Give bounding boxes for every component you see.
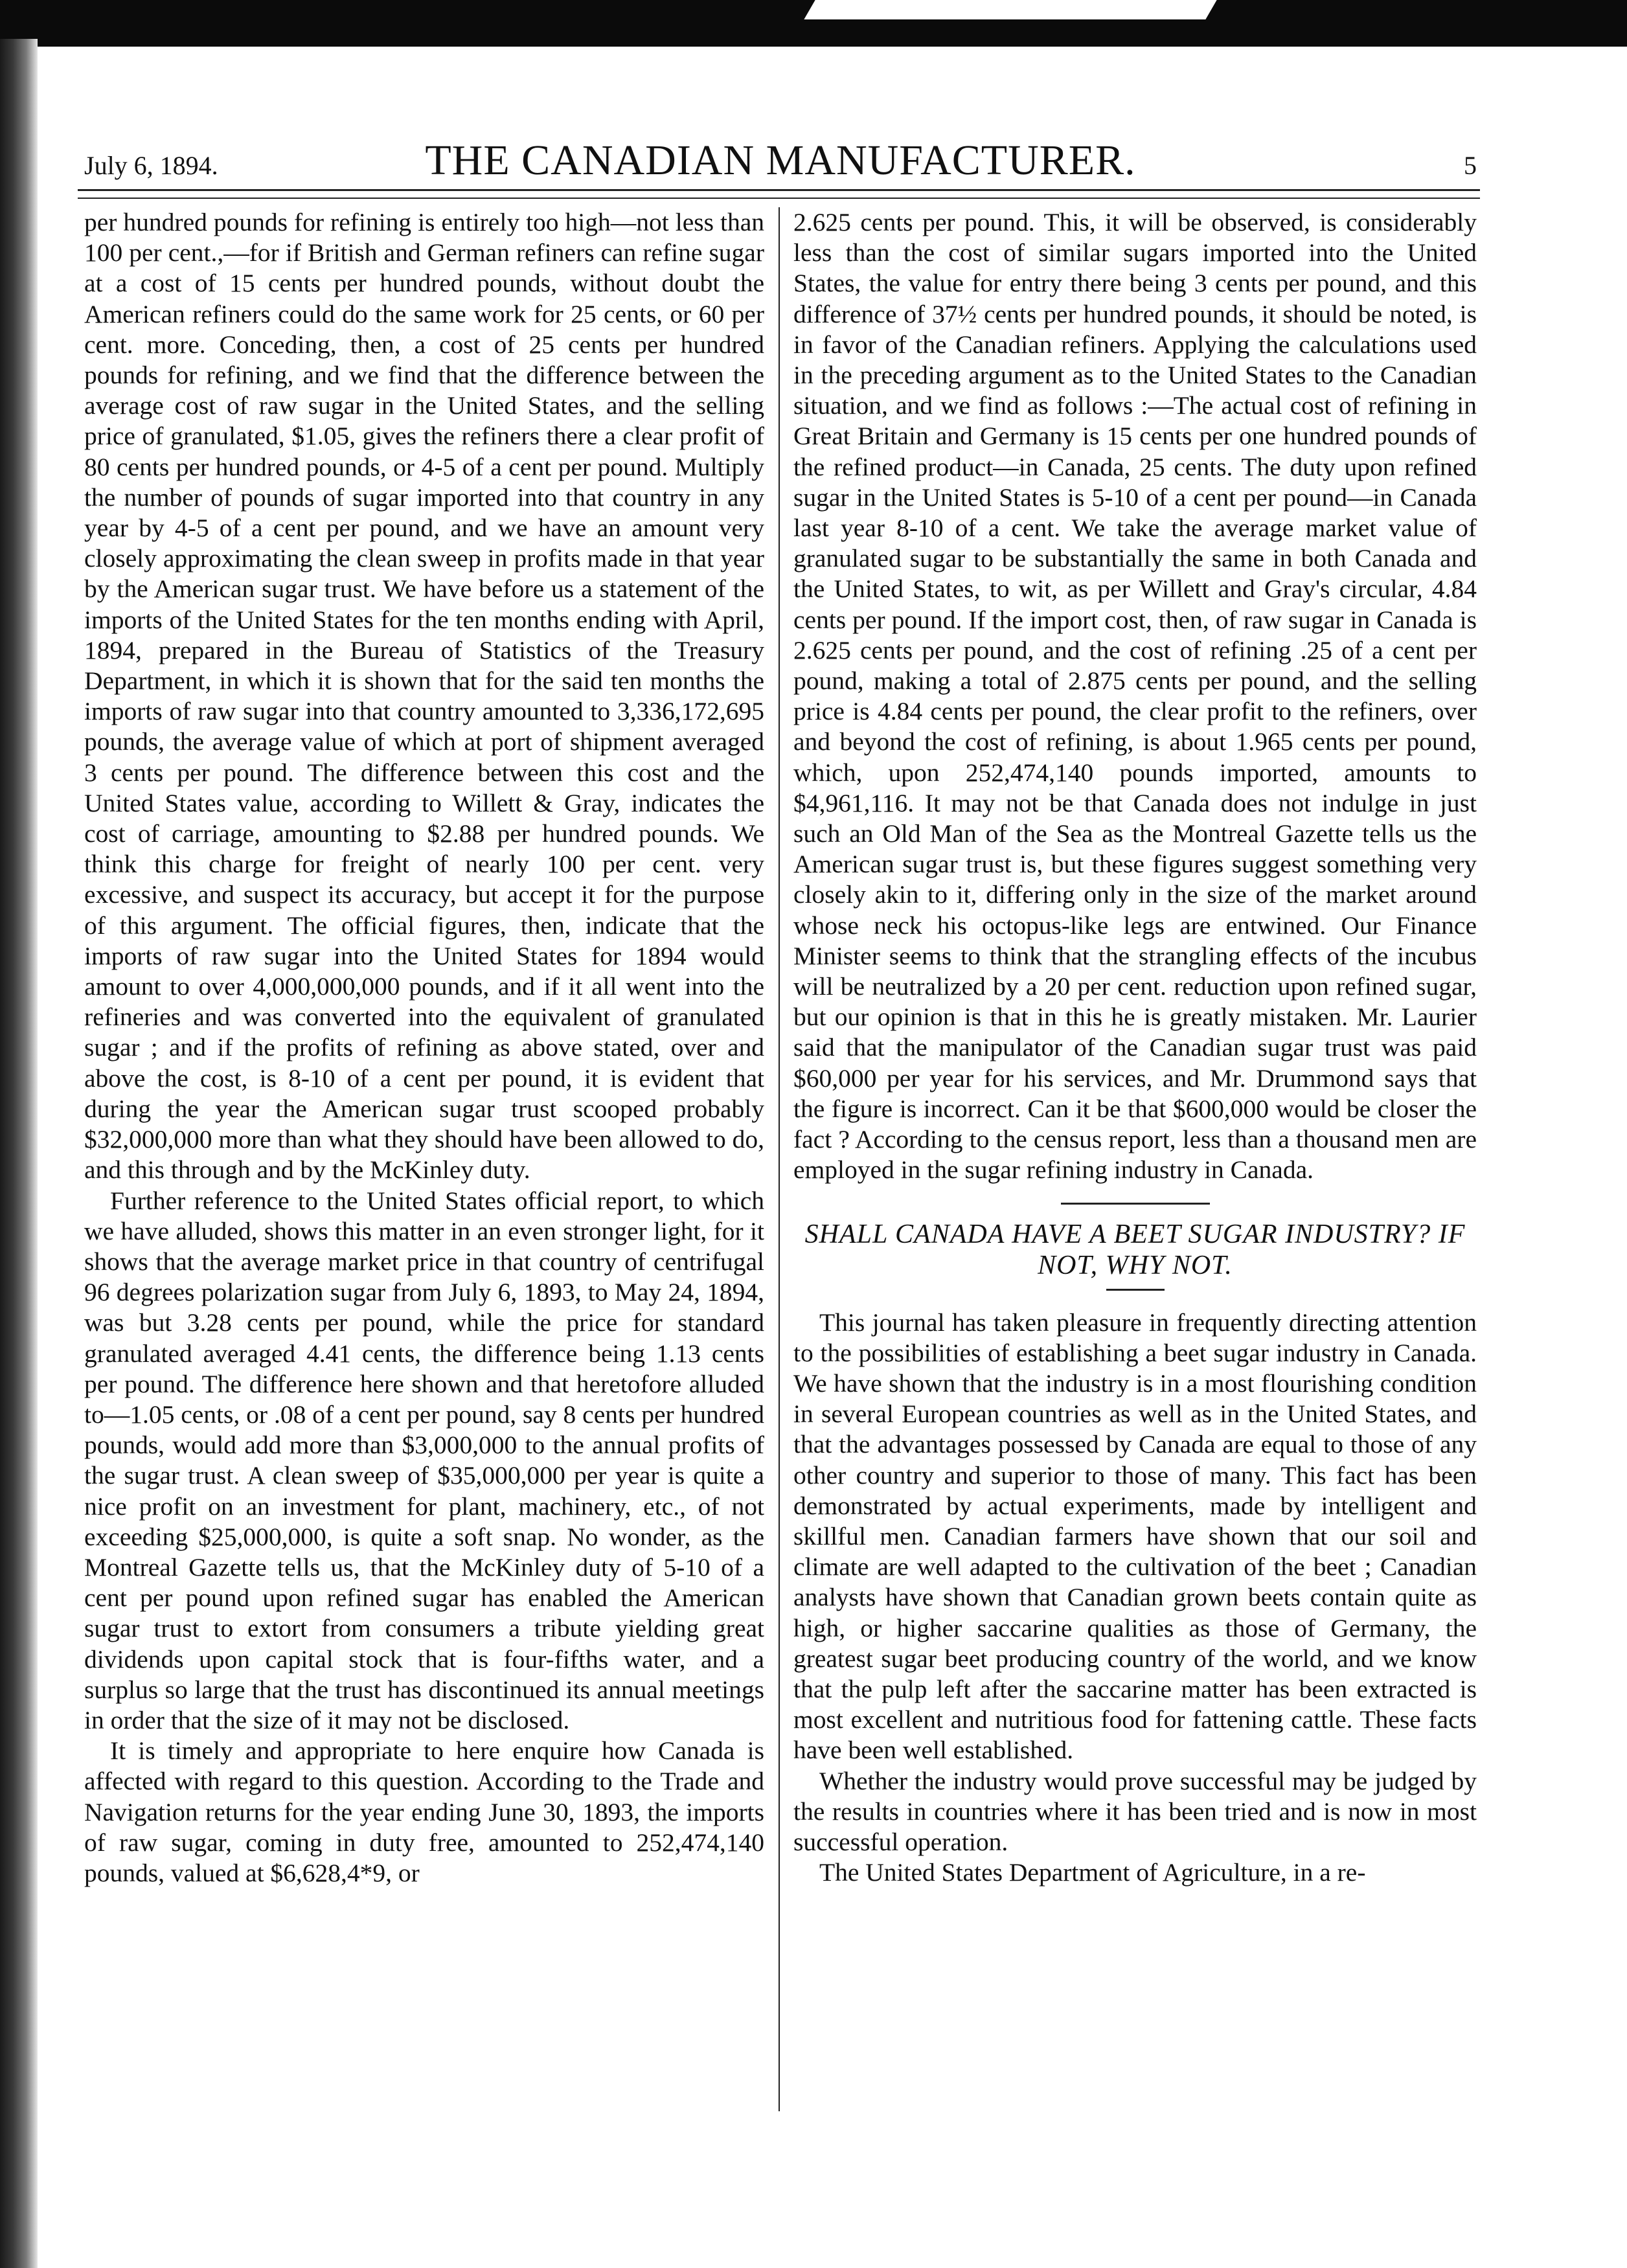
header-rule <box>78 189 1480 199</box>
section-rule <box>1061 1203 1210 1205</box>
scan-top-band <box>0 0 1627 47</box>
paragraph: per hundred pounds for refining is entirely too high—not less than 100 per cent.,—for if British and German refiners can refine sugar at a cost of 15 cents per hundred pounds, without doubt the American refiners could do the same work for 25 cents, or 60 per cent. more. Conceding, then, a cost of 25 cents per hundred pounds for refining, and we find that the difference between the average cost of raw sugar in the United States, and the selling price of granulated, $1.05, gives the refiners there a clear profit of 80 cents per hundred pounds, or 4-5 of a cent per pound. Multiply the number of pounds of sugar imported into that country in any year by 4-5 of a cent per pound, and we have an amount very closely approximating the clean sweep in profits made in that year by the American sugar trust. We have before us a statement of the imports of the United States for the ten months ending with April, 1894, prepared in the Bureau of Statistics of the Treasury Department, in which it is shown that for the said ten months the imports of raw sugar into that country amounted to 3,336,172,695 pounds, the average value of which at port of shipment averaged 3 cents per pound. The difference between this cost and the United States value, according to Willett & Gray, indicates the cost of carriage, amounting to $2.88 per hundred pounds. We think this charge for freight of nearly 100 per cent. very excessive, and suspect its accuracy, but accept it for the purpose of this argument. The official figures, then, indicate that the imports of raw sugar into the United States for 1894 would amount to over 4,000,000,000 pounds, and if it all went into the refineries and was converted into the equivalent of granulated sugar ; and if the profits of refining as above stated, over and above the cost, is 8-10 of a cent per pound, it is evident that during the year the American sugar trust scooped probably $32,000,000 more than what they should have been allowed to do, and this through and by the McKinley duty. <box>84 208 764 1185</box>
right-column <box>793 207 1477 2215</box>
paragraph: The United States Department of Agriculture, in a re- <box>819 1858 1366 1887</box>
scan-band-gap <box>804 0 1216 19</box>
page-header <box>84 136 1477 188</box>
paragraph: Further reference to the United States official report, to which we have alluded, shows this matter in an even stronger light, for it shows that the average market price in that country of centrifugal 96 degrees polarization sugar from July 6, 1893, to May 24, 1894, was but 3.28 cents per pound, while the price for standard granulated averaged 4.41 cents, the difference being 1.13 cents per pound. The difference here shown and that heretofore alluded to—1.05 cents, or .08 of a cent per pound, say 8 cents per hundred pounds, would add more than $3,000,000 to the annual profits of the sugar trust. A clean sweep of $35,000,000 per year is quite a nice profit on an investment for plant, machinery, etc., of not exceeding $25,000,000, is quite a soft snap. No wonder, as the Montreal Gazette tells us, that the McKinley duty of 5-10 of a cent per pound upon refined sugar has enabled the American sugar trust to extort from consumers a tribute yielding great dividends upon capital stock that is four-fifths water, and a surplus so large that the trust has discontinued its annual meetings in order that the size of it may not be disclosed. <box>84 1186 764 1734</box>
heading-rule <box>1106 1289 1165 1291</box>
paragraph: 2.625 cents per pound. This, it will be observed, is considerably less than the cost of similar sugars imported into the United States, the value for entry there being 3 cents per pound, and this difference of 37½ cents per hundred pounds, it should be noted, is in favor of the Canadian refiners. Applying the calculations used in the preceding argument as to the United States to the Canadian situation, and we find as follows :—The actual cost of refining in Great Britain and Germany is 15 cents per one hundred pounds of the refined product—in Canada, 25 cents. The duty upon refined sugar in the United States is 5-10 of a cent per pound—in Canada last year 8-10 of a cent. We take the average market value of granulated sugar to be substantially the same in both Canada and the United States, to wit, as per Willett and Gray's circular, 4.84 cents per pound. If the import cost, then, of raw sugar in Canada is 2.625 cents per pound, and the cost of refining .25 of a cent per pound, making a total of 2.875 cents per pound, and the selling price is 4.84 cents per pound, the clear profit to the refiners, over and beyond the cost of refining, is about 1.965 cents per pound, which, upon 252,474,140 pounds imported, amounts to $4,961,116. It may not be that Canada does not indulge in just such an Old Man of the Sea as the Montreal Gazette tells us the American sugar trust is, but these figures suggest something very closely akin to it, differing only in the size of the market around whose neck his octopus-like legs are entwined. Our Finance Minister seems to think that the strangling effects of the incubus will be neutralized by a 20 per cent. reduction upon refined sugar, but our opinion is that in this he is greatly mistaken. Mr. Laurier said that the manipulator of the Canadian sugar trust was paid $60,000 per year for his services, and Mr. Drummond says that the figure is incorrect. Can it be that $600,000 would be closer the fact ? According to the census report, less than a thousand men are employed in the sugar refining industry in Canada. <box>793 208 1477 1185</box>
column-divider <box>779 207 780 2111</box>
masthead-title: THE CANADIAN MANUFACTURER. <box>425 137 1136 184</box>
paragraph: Whether the industry would prove successful may be judged by the results in countries where it has been tried and is now in most successful operation. <box>793 1766 1477 1856</box>
left-column <box>84 207 764 2215</box>
paragraph: This journal has taken pleasure in frequently directing attention to the possibilities of establishing a beet sugar industry in Canada. We have shown that the industry is in a most flourishing condition in several European countries as well as in the United States, and that the advantages possessed by Canada are equal to those of any other country and superior to those of many. This fact has been demonstrated by actual experiments, made by intelligent and skillful men. Canadian farmers have shown that our soil and climate are well adapted to the cultivation of the beet ; Canadian analysts have shown that Canadian grown beets contain quite as high, or higher saccarine qualities as those of Germany, the greatest sugar beet producing country of the world, and we know that the pulp left after the saccarine matter has been extracted is most excellent and nutritious food for fattening cattle. These facts have been well established. <box>793 1308 1477 1765</box>
scan-binding-edge <box>0 39 38 2268</box>
issue-date: July 6, 1894. <box>84 151 218 180</box>
paragraph: It is timely and appropriate to here enquire how Canada is affected with regard to this question. According to the Trade and Navigation returns for the year ending June 30, 1893, the imports of raw sugar, coming in duty free, amounted to 252,474,140 pounds, valued at $6,628,4*9, or <box>84 1736 764 1887</box>
article-heading: SHALL CANADA HAVE A BEET SUGAR INDUSTRY? IF NOT, WHY NOT. <box>804 1219 1466 1280</box>
page-number: 5 <box>1464 151 1477 180</box>
